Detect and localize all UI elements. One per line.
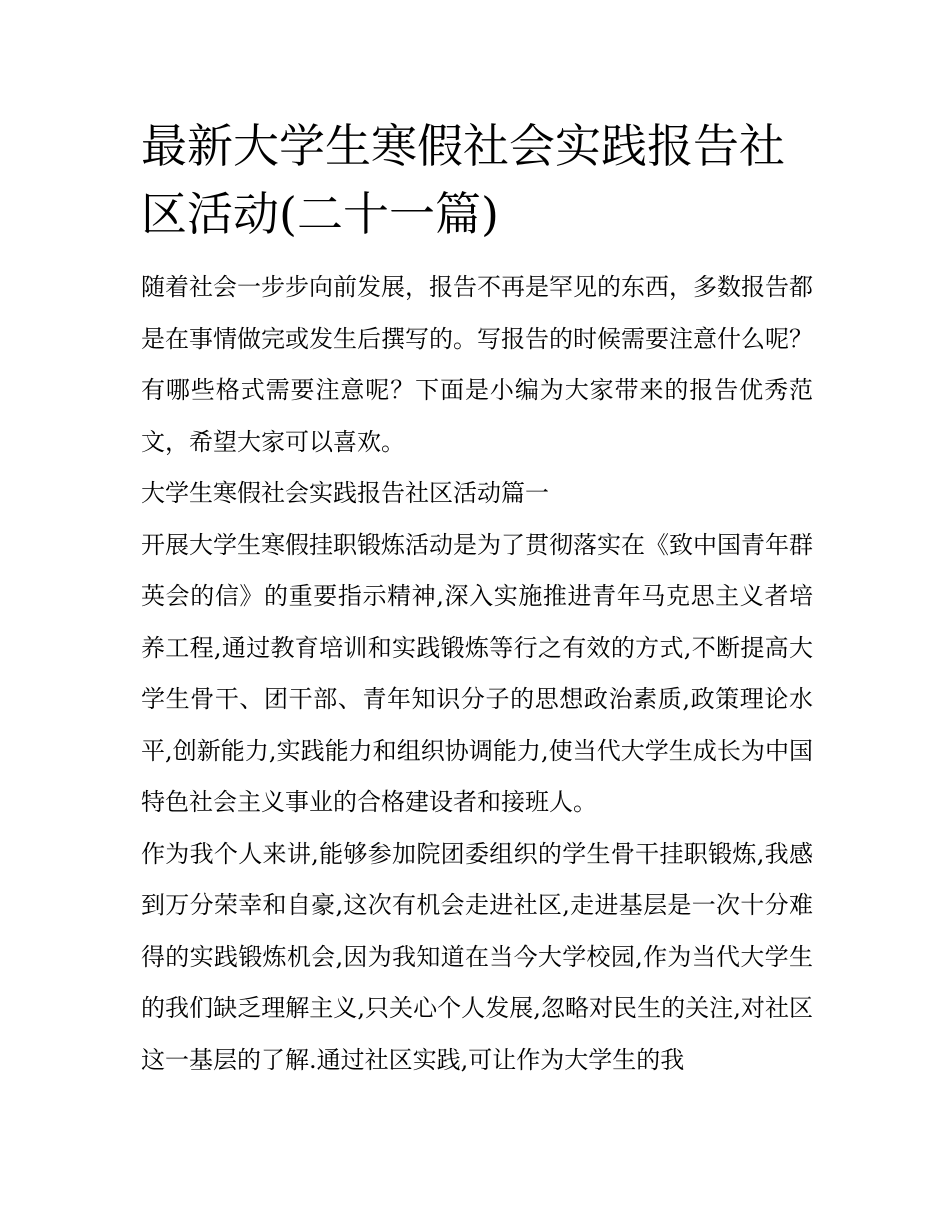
body-paragraph-1: 开展大学生寒假挂职锻炼活动是为了贯彻落实在《致中国青年群英会的信》的重要指示精神,深入实施推进青年马克思主义者培养工程,通过教育培训和实践锻炼等行之有效的方式,不断提高大学生骨干、团干部、青年知识分子的思想政治素质,政策理论水平,创新能力,实践能力和组织协调能力,使当代大学生成长为中国特色社会主义事业的合格建设者和接班人。	[141, 530, 813, 816]
intro-paragraph: 随着社会一步步向前发展，报告不再是罕见的东西，多数报告都是在事情做完或发生后撰写的。写报告的时候需要注意什么呢？有哪些格式需要注意呢？下面是小编为大家带来的报告优秀范文，希望大家可以喜欢。	[141, 273, 813, 456]
body-paragraph-2: 作为我个人来讲,能够参加院团委组织的学生骨干挂职锻炼,我感到万分荣幸和自豪,这次有机会走进社区,走进基层是一次十分难得的实践锻炼机会,因为我知道在当今大学校园,作为当代大学生的我们缺乏理解主义,只关心个人发展,忽略对民生的关注,对社区这一基层的了解.通过社区实践,可让作为大学生的我	[141, 839, 813, 1074]
document-title: 最新大学生寒假社会实践报告社区活动(二十一篇)	[141, 119, 785, 241]
section-heading: 大学生寒假社会实践报告社区活动篇一	[141, 479, 549, 507]
document-body	[141, 262, 813, 1086]
document-page	[141, 112, 813, 1086]
